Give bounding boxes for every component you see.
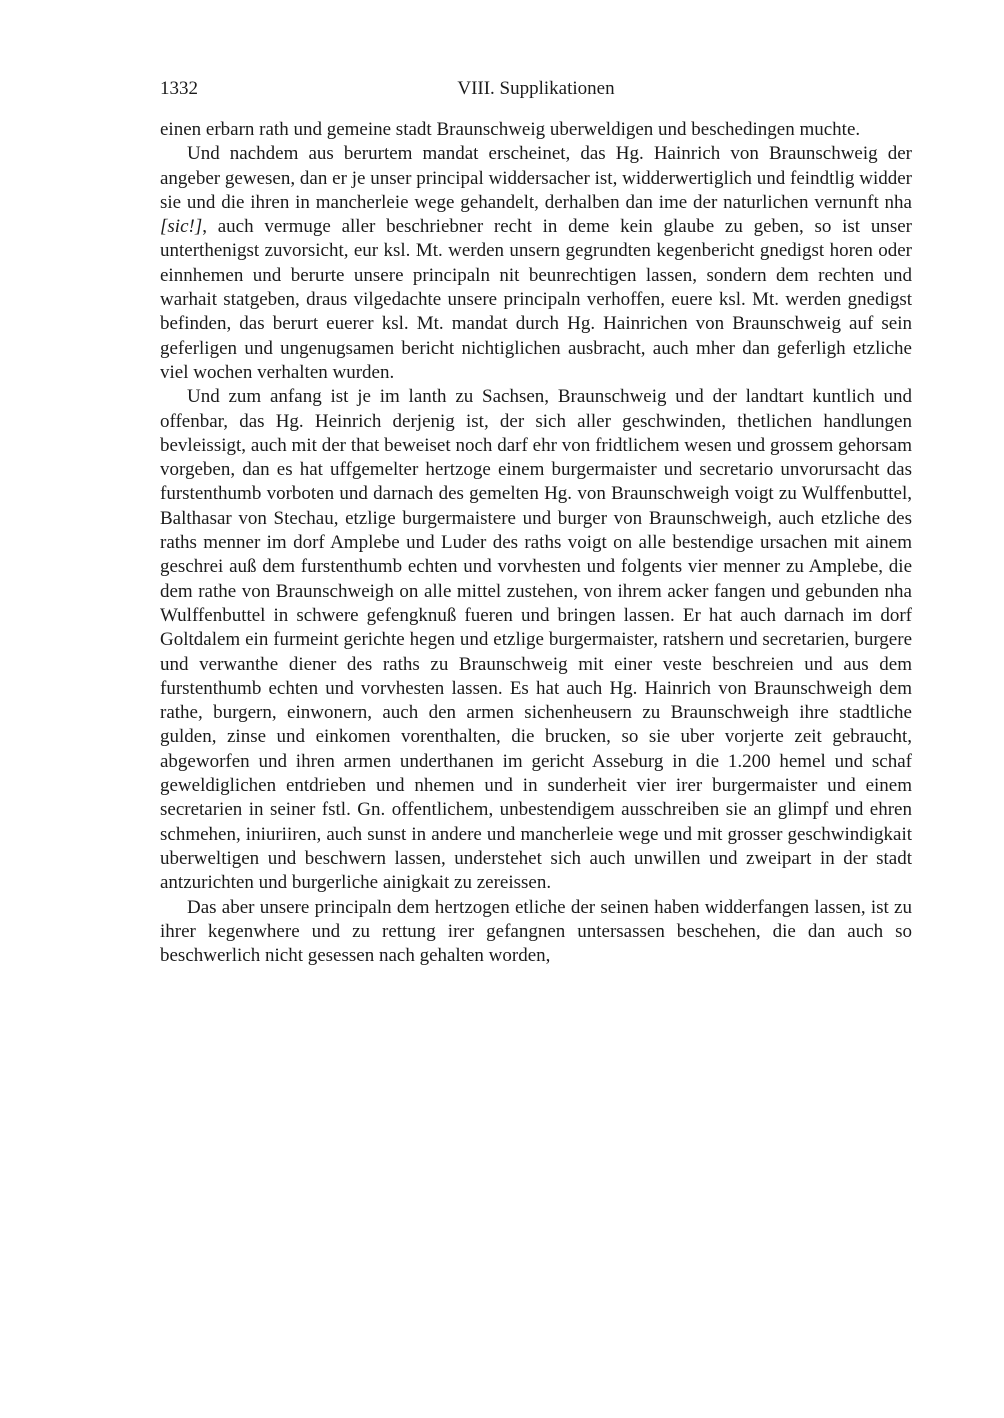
paragraph — [160, 142, 912, 385]
paragraph-continuation: einen erbarn rath und gemeine stadt Braunschweig uberweldigen und beschedingen muchte. — [160, 119, 861, 140]
paragraph-text: , auch vermuge aller beschriebner recht in deme kein glaube zu geben, so ist unser unterthenigst zuvorsicht, eur ksl. Mt. werden unsern gegrundten kegenbericht gnedigst horen oder einnhemen und berurte unsere principaln nit beunrechtigen lassen, sondern dem rechten und warhait statgeben, draus vilgedachte unsere principaln verhoffen, euere ksl. Mt. werden gnedigst befinden, das berurt euerer ksl. Mt. mandat durch Hg. Hainrichen von Braunschweig auf sein geferligen und ungenugsamen bericht nichtiglichen ausbracht, auch mher dan geferligh etzliche viel wochen verhalten wurden. — [160, 216, 912, 383]
paragraph: Das aber unsere principaln dem hertzogen etliche der seinen haben widderfangen lassen, ist zu ihrer kegenwhere und zu rettung irer gefangnen untersassen beschehen, die dan auch so beschwerlich nicht gesessen nach gehalten worden, — [160, 896, 912, 967]
paragraph-text: Und nachdem aus berurtem mandat erscheinet, das Hg. Hainrich von Braunschweig der angeber gewesen, dan er je unser principal widdersacher ist, widderwertiglich und feindtlig widder sie und die ihren in mancherleie wege gehandelt, derhalben dan ime der naturlichen vernunft nha — [160, 143, 912, 213]
page-number: 1332 — [160, 78, 198, 99]
page-header — [160, 76, 912, 102]
running-title: VIII. Supplikationen — [457, 78, 615, 99]
paragraph: Und zum anfang ist je im lanth zu Sachsen, Braunschweig und der landtart kuntlich und offenbar, das Hg. Heinrich derjenig ist, der sich aller geschwinden, thetlichen handlungen bevleissigt, auch mit der that beweiset noch darf ehr von fridtlichem wesen und grossem gehorsam vorgeben, dan es hat uffgemelter hertzoge einem burgermaister und secretario unvorursacht das furstenthumb vorboten und darnach des gemelten Hg. von Braunschweigh voigt zu Wulffenbuttel, Balthasar von Stechau, etzlige burgermaistere und burger von Braunschweigh, auch etzliche des raths menner im dorf Amplebe und Luder des raths voigt on alle bestendige ursachen mit ainem geschrei auß dem furstenthumb echten und vorvhesten und folgents vier menner zu Amplebe, die dem rathe von Braunschweigh on alle mittel zustehen, von ihrem acker fangen und gebunden nha Wulffenbuttel in schwere gefengknuß fueren und bringen lassen. Er hat auch darnach im dorf Goltdalem ein furmeint gerichte hegen und etzlige burgermaister, ratshern und secretarien, burgere und verwanthe diener des raths zu Braunschweig mit einer veste beschreien und aus dem furstenthumb echten und vorvhesten lassen. Es hat auch Hg. Hainrich von Braunschweigh dem rathe, burgern, einwonern, auch den armen sichenheusern zu Braunschweigh ihre stadtliche gulden, zinse und einkomen vorenthalten, die brucken, so sie uber vorjerte zeit gebraucht, abgeworfen und ihren armen underthanen im gericht Asseburg in die 1.200 hemel und schaf geweldiglichen entdrieben und nhemen und in sunderheit vier irer burgermaister und einem secretarien in seiner fstl. Gn. offentlichem, unbestendigem ausschreiben sie an glimpf und ehren schmehen, iniuriiren, auch sunst in andere und mancherleie wege und mit grosser geschwindigkait uberweltigen und beschwern lassen, understehet sich auch unwillen und zweipart in der stadt antzurichten und burgerliche ainigkait zu zereissen. — [160, 386, 912, 894]
page-body — [160, 118, 912, 968]
sic-editorial-note: [sic!] — [160, 216, 203, 238]
